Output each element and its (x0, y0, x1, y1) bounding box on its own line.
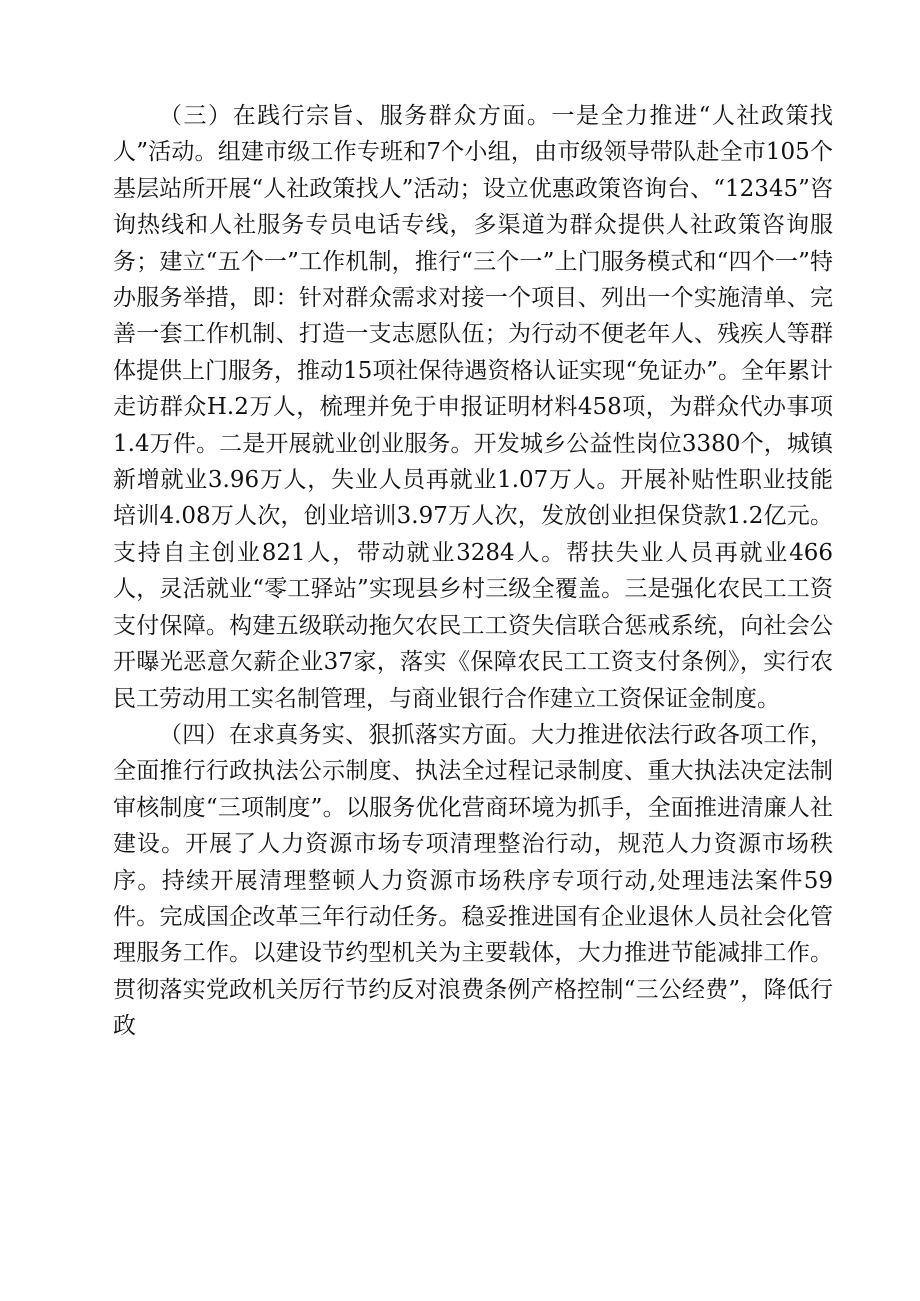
document-body (113, 98, 833, 1045)
paragraph-3-serving-masses: （三）在践行宗旨、服务群众方面。一是全力推进“人社政策找人”活动。组建市级工作专班和7个小组，由市级领导带队赴全市105个基层站所开展“人社政策找人”活动；设立优惠政策咨询台、“12345”咨询热线和人社服务专员电话专线，多渠道为群众提供人社政策咨询服务；建立“五个一”工作机制，推行“三个一”上门服务模式和“四个一”特办服务举措，即：针对群众需求对接一个项目、列出一个实施清单、完善一套工作机制、打造一支志愿队伍；为行动不便老年人、残疾人等群体提供上门服务，推动15项社保待遇资格认证实现“免证办”。全年累计走访群众H.2万人，梳理并免于申报证明材料458项，为群众代办事项1.4万件。二是开展就业创业服务。开发城乡公益性岗位3380个，城镇新增就业3.96万人，失业人员再就业1.07万人。开展补贴性职业技能培训4.08万人次，创业培训3.97万人次，发放创业担保贷款1.2亿元。支持自主创业821人，带动就业3284人。帮扶失业人员再就业466人，灵活就业“零工驿站”实现县乡村三级全覆盖。三是强化农民工工资支付保障。构建五级联动拖欠农民工工资失信联合惩戒系统，向社会公开曝光恶意欠薪企业37家，落实《保障农民工工资支付条例》，实行农民工劳动用工实名制管理，与商业银行合作建立工资保证金制度。 (113, 103, 833, 712)
paragraph-4-practical-implementation: （四）在求真务实、狠抓落实方面。大力推进依法行政各项工作，全面推行行政执法公示制度、执法全过程记录制度、重大执法决定法制审核制度“三项制度”。以服务优化营商环境为抓手，全面推进清廉人社建设。开展了人力资源市场专项清理整治行动，规范人力资源市场秩序。持续开展清理整顿人力资源市场秩序专项行动,处理违法案件59件。完成国企改革三年行动任务。稳妥推进国有企业退休人员社会化管理服务工作。以建设节约型机关为主要载体，大力推进节能减排工作。贯彻落实党政机关厉行节约反对浪费条例产格控制“三公经费”，降低行政 (113, 721, 833, 1040)
